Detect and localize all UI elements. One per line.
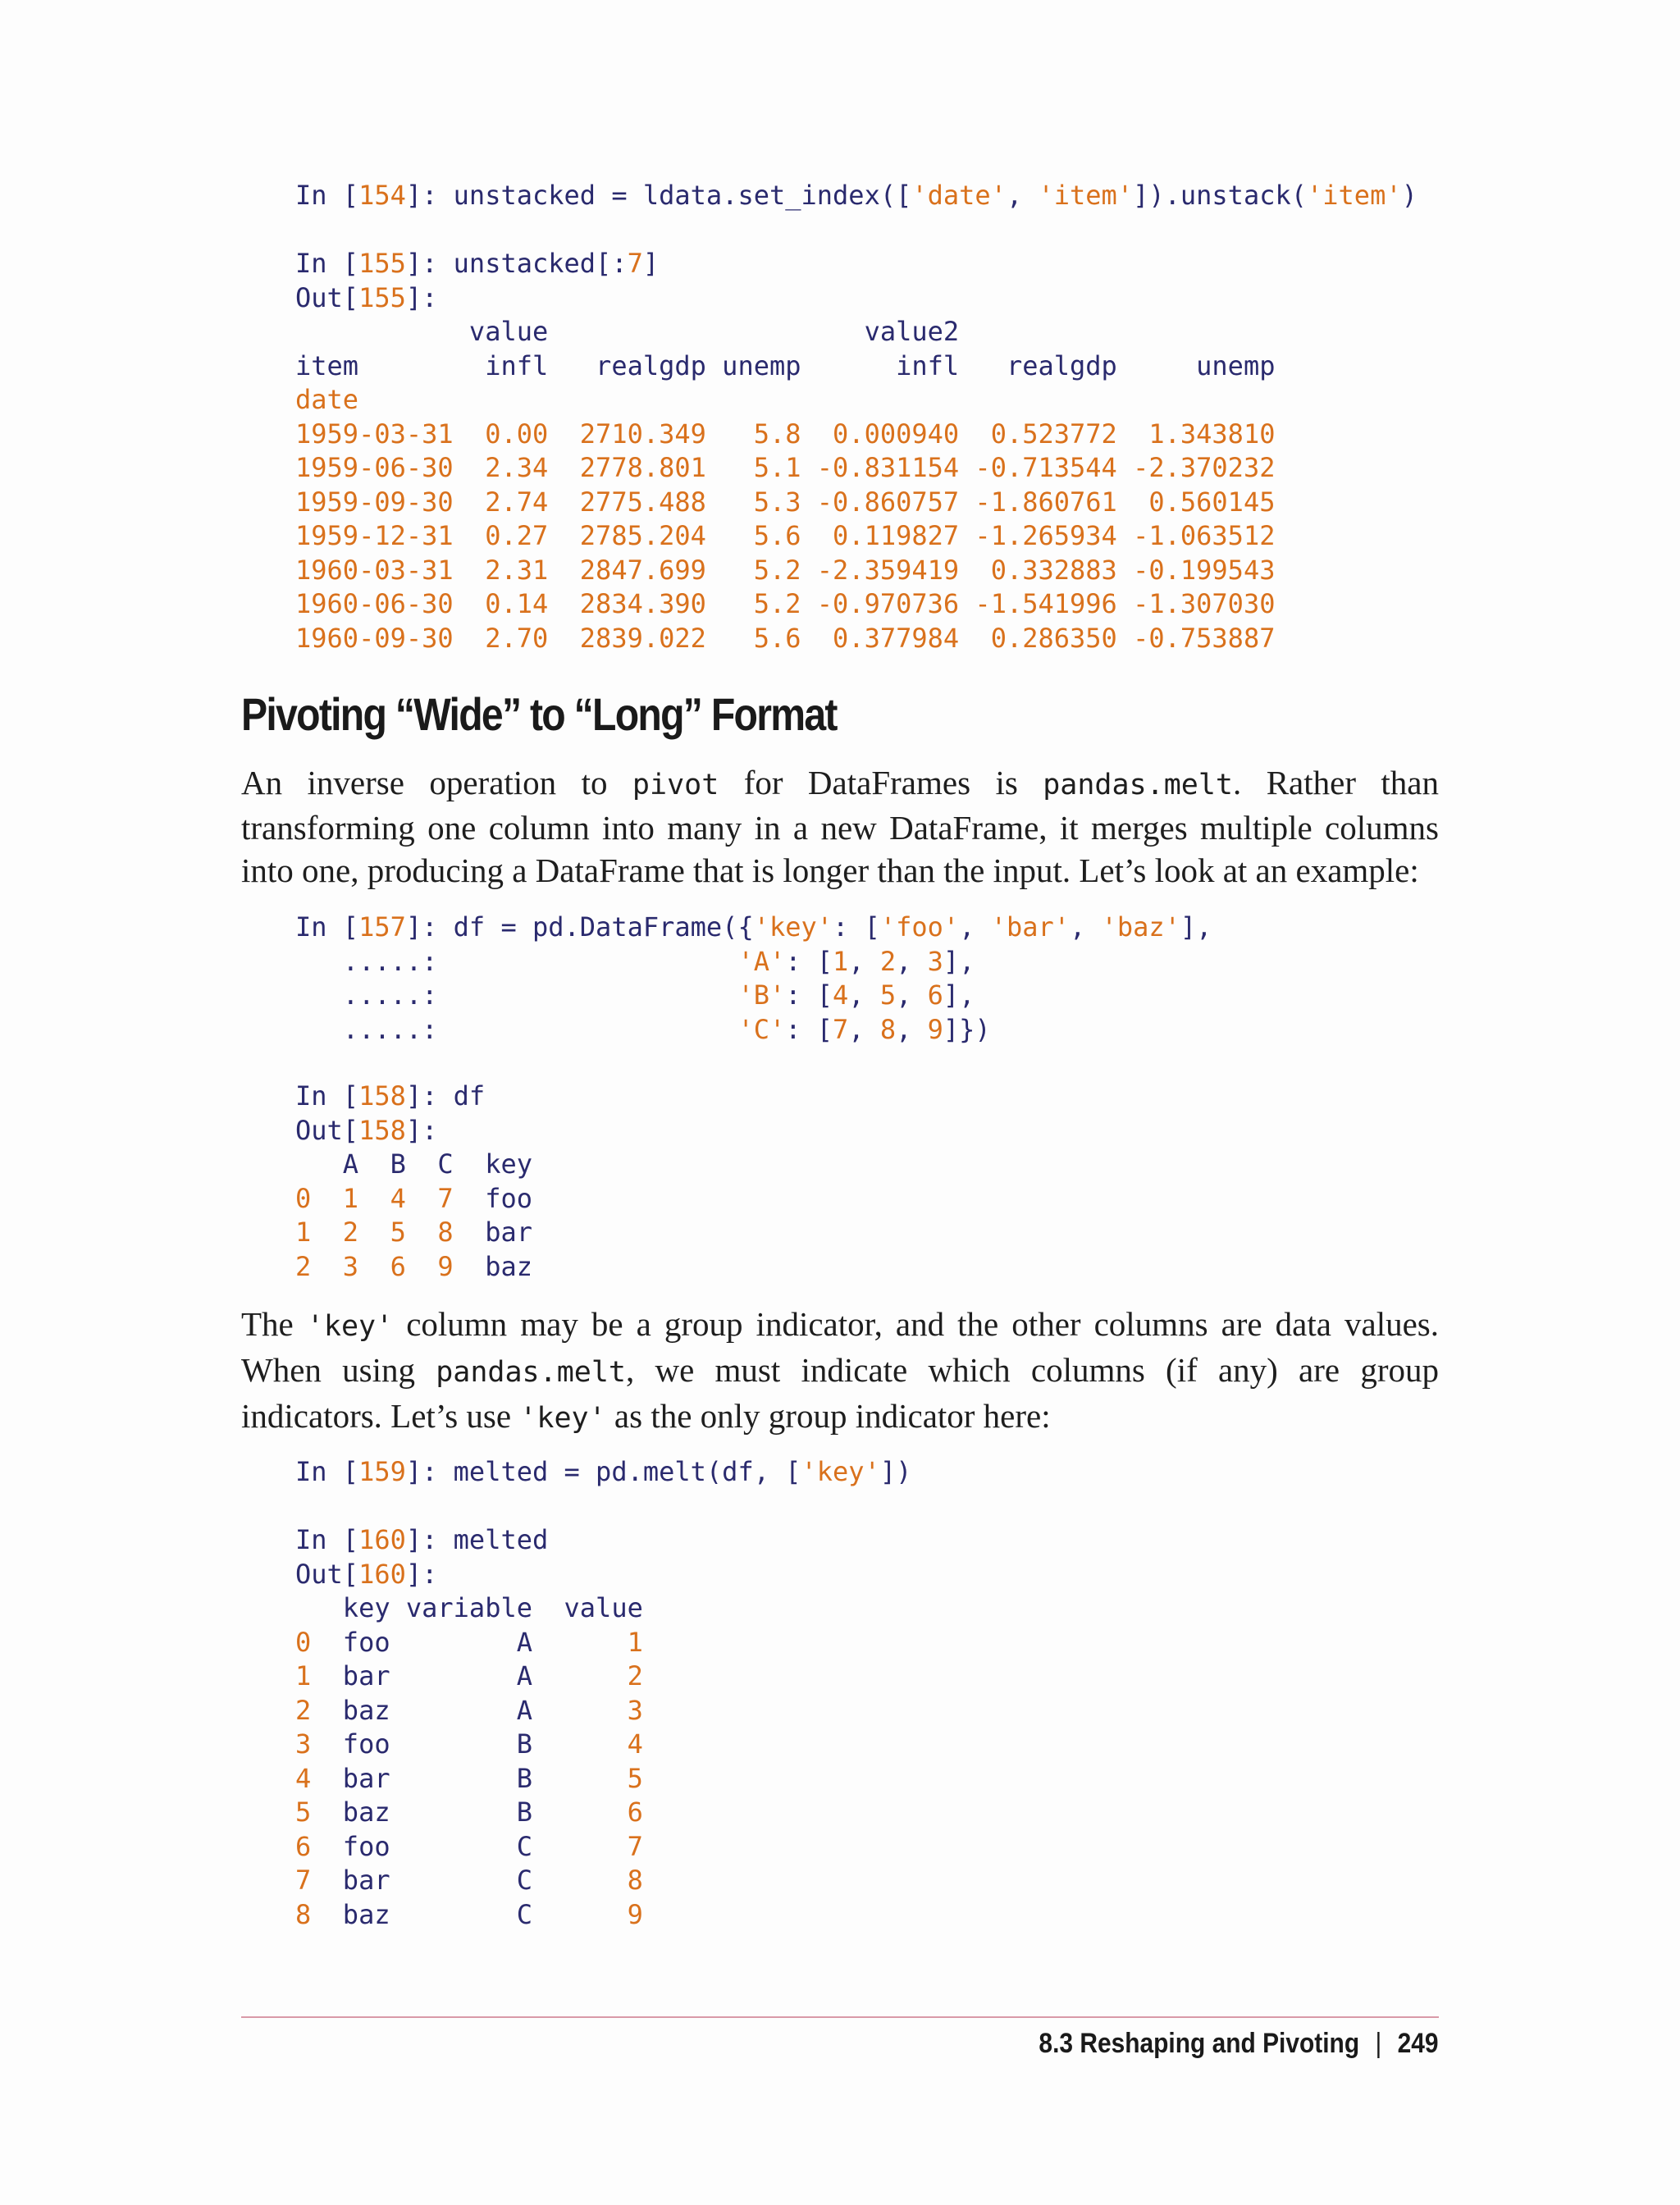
- table-row: 2 baz A 3: [295, 1694, 643, 1726]
- table-row: 1959-09-30 2.74 2775.488 5.3 -0.860757 -1.860761 0.560145: [295, 486, 1276, 518]
- code-block-melted-output: [295, 1523, 643, 1932]
- table-row: 2 3 6 9 baz: [295, 1250, 532, 1282]
- section-heading: Pivoting “Wide” to “Long” Format: [241, 688, 837, 740]
- body-paragraph: An inverse operation to pivot for DataFrames is pandas.melt. Rather than transforming one column into many in a new DataFrame, it merges multiple columns into one, producing a DataFrame that is longer than the input. Let’s look at an example:: [241, 764, 1439, 889]
- footer-section-title: 8.3 Reshaping and Pivoting: [1039, 2028, 1360, 2059]
- code-block-unstack: [295, 179, 1418, 655]
- table-header: A B C key: [295, 1148, 532, 1180]
- code-block-df-output: [295, 1080, 532, 1284]
- table-row: 8 baz C 9: [295, 1898, 643, 1930]
- table-index-label: date: [295, 384, 359, 415]
- code-block-dataframe: [295, 911, 1212, 1047]
- code-line: In [159]: melted = pd.melt(df, ['key']): [295, 1456, 912, 1487]
- table-header: value value2: [295, 316, 960, 347]
- table-row: 6 foo C 7: [295, 1830, 643, 1862]
- table-header: item infl realgdp unemp infl realgdp unemp: [295, 349, 1276, 381]
- code-line: .....: 'C': [7, 8, 9]}): [295, 1013, 991, 1045]
- code-block-melt: [295, 1455, 911, 1490]
- table-row: 1960-06-30 0.14 2834.390 5.2 -0.970736 -1.541996 -1.307030: [295, 588, 1276, 619]
- footer-rule: [241, 2016, 1439, 2018]
- body-paragraph: The 'key' column may be a group indicator, and the other columns are data values. When using pandas.melt, we must indicate which columns (if any) are group indicators. Let’s use 'key' as the only group indicator here:: [241, 1305, 1439, 1435]
- table-row: 0 foo A 1: [295, 1626, 643, 1658]
- table-row: 1 bar A 2: [295, 1660, 643, 1691]
- code-line: In [157]: df = pd.DataFrame({'key': ['foo', 'bar', 'baz'],: [295, 911, 1212, 943]
- table-row: 1960-09-30 2.70 2839.022 5.6 0.377984 0.286350 -0.753887: [295, 622, 1276, 654]
- code-line: In [160]: melted: [295, 1524, 549, 1555]
- page-number: 249: [1398, 2028, 1439, 2059]
- table-row: 1959-12-31 0.27 2785.204 5.6 0.119827 -1.265934 -1.063512: [295, 520, 1276, 551]
- code-line: .....: 'B': [4, 5, 6],: [295, 979, 975, 1011]
- code-line: In [158]: df: [295, 1080, 486, 1112]
- page-footer: [1039, 2028, 1439, 2060]
- table-row: 3 foo B 4: [295, 1728, 643, 1760]
- table-header: key variable value: [295, 1592, 643, 1623]
- table-row: 5 baz B 6: [295, 1796, 643, 1828]
- table-row: 0 1 4 7 foo: [295, 1182, 532, 1214]
- code-line: .....: 'A': [1, 2, 3],: [295, 945, 975, 977]
- table-row: 1960-03-31 2.31 2847.699 5.2 -2.359419 0.332883 -0.199543: [295, 554, 1276, 586]
- table-row: 1959-06-30 2.34 2778.801 5.1 -0.831154 -0.713544 -2.370232: [295, 452, 1276, 483]
- code-line: Out[160]:: [295, 1558, 438, 1590]
- table-row: 4 bar B 5: [295, 1762, 643, 1794]
- table-row: 7 bar C 8: [295, 1865, 643, 1896]
- code-line: Out[158]:: [295, 1114, 438, 1146]
- code-line: In [155]: unstacked[:7]: [295, 248, 660, 279]
- code-line: In [154]: unstacked = ldata.set_index(['date', 'item']).unstack('item'): [295, 180, 1418, 211]
- table-row: 1 2 5 8 bar: [295, 1217, 532, 1248]
- code-line: Out[155]:: [295, 281, 438, 313]
- table-row: 1959-03-31 0.00 2710.349 5.8 0.000940 0.523772 1.343810: [295, 418, 1276, 450]
- footer-separator: |: [1375, 2028, 1382, 2059]
